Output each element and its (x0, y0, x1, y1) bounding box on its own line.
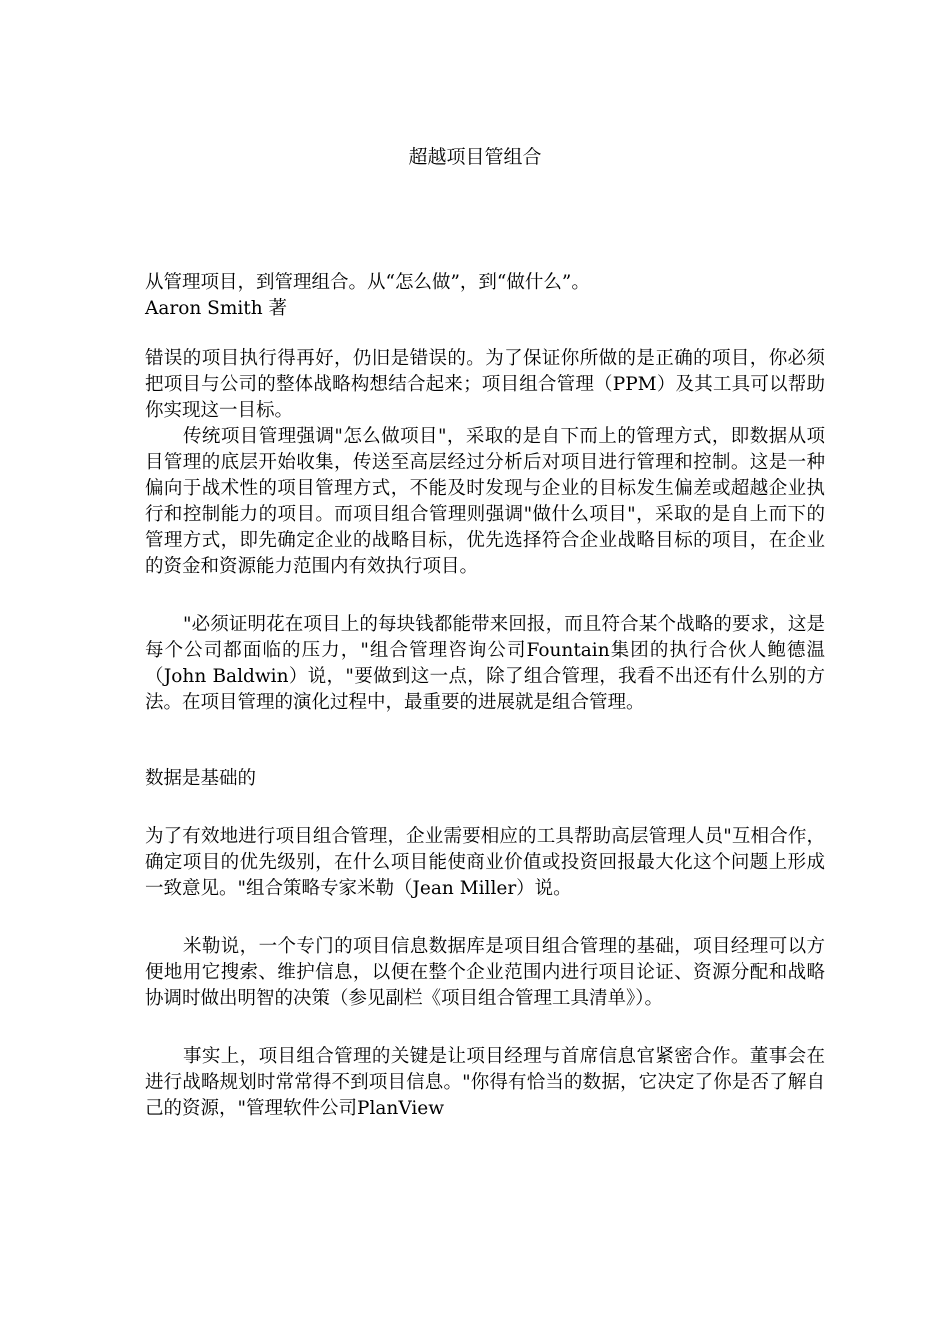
paragraph-miller-quote: 为了有效地进行项目组合管理，企业需要相应的工具帮助高层管理人员"互相合作，确定项目的优先级别，在什么项目能使商业价值或投资回报最大化这个问题上形成一致意见。"组合策略专家米勒（Jean Miller）说。 (145, 826, 825, 899)
paragraph-intro: 错误的项目执行得再好，仍旧是错误的。为了保证你所做的是正确的项目，你必须把项目与公司的整体战略构想结合起来；项目组合管理（PPM）及其工具可以帮助你实现这一目标。 (145, 348, 825, 421)
paragraph-traditional-vs-portfolio: 传统项目管理强调"怎么做项目"，采取的是自下而上的管理方式，即数据从项目管理的底层开始收集，传送至高层经过分析后对项目进行管理和控制。这是一种偏向于战术性的项目管理方式，不能及时发现与企业的目标发生偏差或超越企业执行和控制能力的项目。而项目组合管理则强调"做什么项目"，采取的是自上而下的管理方式，即先确定企业的战略目标，优先选择符合企业战略目标的项目，在企业的资金和资源能力范围内有效执行项目。 (145, 426, 825, 577)
subtitle: 从管理项目，到管理组合。从“怎么做”，到“做什么”。 (145, 272, 590, 293)
spacer (145, 322, 825, 346)
paragraph-baldwin-quote: "必须证明花在项目上的每块钱都能带来回报，而且符合某个战略的要求，这是每个公司都面临的压力，"组合管理咨询公司Fountain集团的执行合伙人鲍德温（John Baldwin）说，"要做到这一点，除了组合管理，我看不出还有什么别的方法。在项目管理的演化过程中，最重要的进展就是组合管理。 (145, 614, 825, 713)
document-title: 超越项目管组合 (408, 146, 542, 168)
document-body (145, 270, 825, 1122)
spacer (145, 792, 825, 824)
paragraph-collaboration: 事实上，项目组合管理的关键是让项目经理与首席信息官紧密合作。董事会在进行战略规划时常常得不到项目信息。"你得有恰当的数据，它决定了你是否了解自己的资源，"管理软件公司PlanView (145, 1046, 825, 1119)
spacer (145, 580, 825, 612)
section-heading: 数据是基础的 (145, 768, 257, 789)
spacer (145, 902, 825, 934)
paragraph-database: 米勒说，一个专门的项目信息数据库是项目组合管理的基础，项目经理可以方便地用它搜索、维护信息，以便在整个企业范围内进行项目论证、资源分配和战略协调时做出明智的决策（参见副栏《项目组合管理工具清单》）。 (145, 936, 825, 1009)
spacer (145, 716, 825, 766)
spacer (145, 1012, 825, 1044)
byline: Aaron Smith 著 (145, 298, 288, 319)
